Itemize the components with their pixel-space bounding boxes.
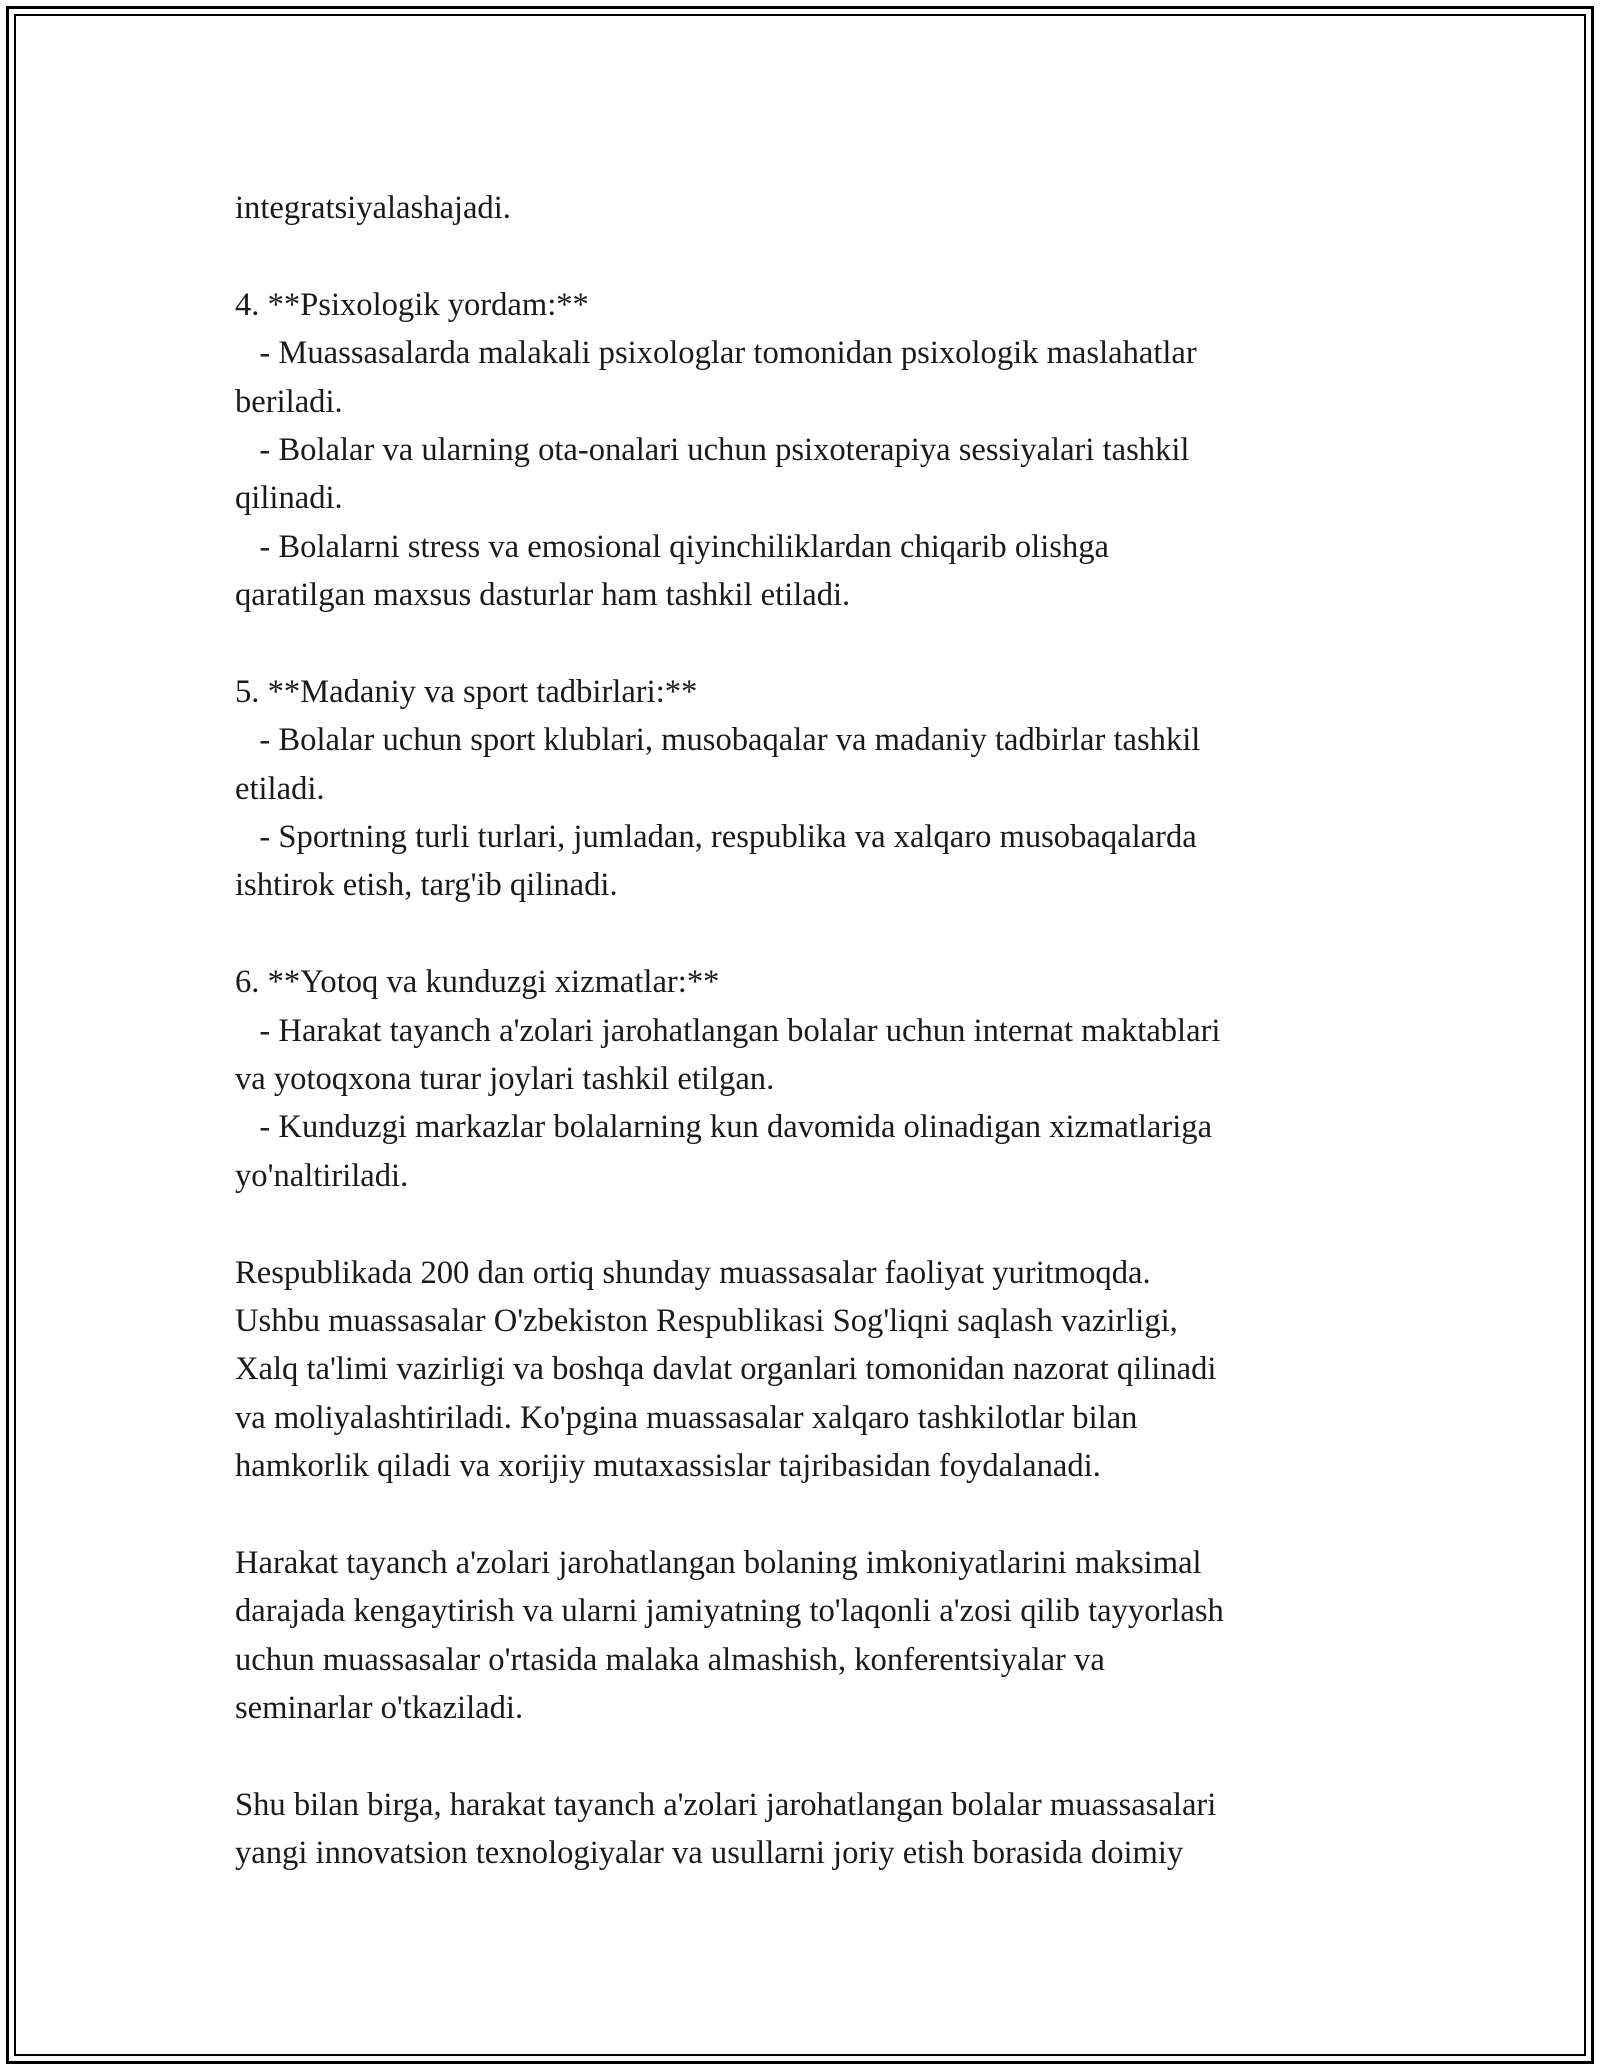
text-line: - Bolalar uchun sport klublari, musobaqalar va madaniy tadbirlar tashkil (235, 722, 1201, 759)
blank-line (235, 232, 1375, 280)
text-line: - Sportning turli turlari, jumladan, respublika va xalqaro musobaqalarda (235, 819, 1197, 856)
text-line: - Bolalar va ularning ota-onalari uchun psixoterapiya sessiyalari tashkil (235, 431, 1190, 468)
document-body (235, 184, 1375, 1878)
blank-line (235, 620, 1375, 668)
blank-line (235, 1491, 1375, 1539)
paragraph-line: hamkorlik qiladi va xorijiy mutaxassislar tajribasidan foydalanadi. (235, 1448, 1101, 1485)
section-heading: 6. **Yotoq va kunduzgi xizmatlar:** (235, 964, 720, 1001)
text-line: - Kunduzgi markazlar bolalarning kun davomida olinadigan xizmatlariga (235, 1109, 1213, 1146)
paragraph-line: Respublikada 200 dan ortiq shunday muassasalar faoliyat yuritmoqda. (235, 1254, 1151, 1291)
paragraph-line: Xalq ta'limi vazirligi va boshqa davlat organlari tomonidan nazorat qilinadi (235, 1351, 1217, 1388)
text-line: ishtirok etish, targ'ib qilinadi. (235, 867, 618, 904)
paragraph-line: va moliyalashtiriladi. Ko'pgina muassasalar xalqaro tashkilotlar bilan (235, 1399, 1138, 1436)
text-line: - Muassasalarda malakali psixologlar tomonidan psixologik maslahatlar (235, 335, 1197, 372)
section-heading: 5. **Madaniy va sport tadbirlari:** (235, 673, 698, 710)
text-line: va yotoqxona turar joylari tashkil etilgan. (235, 1061, 775, 1098)
section-heading: 4. **Psixologik yordam:** (235, 286, 589, 323)
paragraph-line: seminarlar o'tkaziladi. (235, 1690, 524, 1727)
blank-line (235, 910, 1375, 958)
paragraph-line: uchun muassasalar o'rtasida malaka almashish, konferentsiyalar va (235, 1641, 1105, 1678)
text-line: etiladi. (235, 770, 325, 807)
paragraph-line: Harakat tayanch a'zolari jarohatlangan bolaning imkoniyatlarini maksimal (235, 1544, 1202, 1581)
text-line: yo'naltiriladi. (235, 1157, 409, 1194)
paragraph-line: darajada kengaytirish va ularni jamiyatning to'laqonli a'zosi qilib tayyorlash (235, 1593, 1224, 1630)
text-line: beriladi. (235, 383, 343, 420)
blank-line (235, 1733, 1375, 1781)
text-line: qaratilgan maxsus dasturlar ham tashkil etiladi. (235, 577, 851, 614)
blank-line (235, 1200, 1375, 1248)
paragraph-line: yangi innovatsion texnologiyalar va usullarni joriy etish borasida doimiy (235, 1835, 1184, 1872)
text-line: - Bolalarni stress va emosional qiyinchiliklardan chiqarib olishga (235, 528, 1109, 565)
text-line: qilinadi. (235, 480, 343, 517)
paragraph-line: Ushbu muassasalar O'zbekiston Respublikasi Sog'liqni saqlash vazirligi, (235, 1302, 1178, 1339)
text-line: - Harakat tayanch a'zolari jarohatlangan bolalar uchun internat maktablari (235, 1012, 1221, 1049)
paragraph-line: Shu bilan birga, harakat tayanch a'zolari jarohatlangan bolalar muassasalari (235, 1786, 1217, 1823)
text-line: integratsiyalashajadi. (235, 190, 511, 226)
